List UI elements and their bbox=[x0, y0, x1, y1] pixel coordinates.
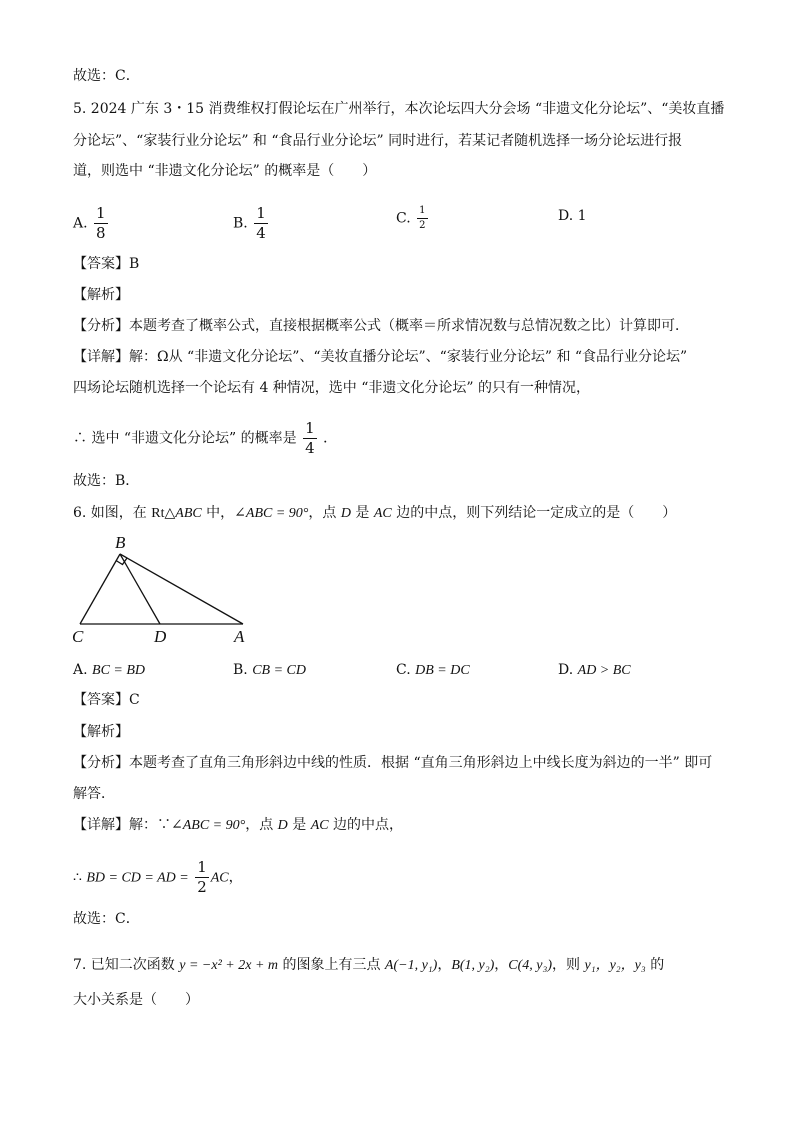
q6-analysis-line1: 【分析】本题考查了直角三角形斜边中线的性质．根据 “直角三角形斜边上中线长度为斜边的一半” 即可 bbox=[73, 755, 713, 771]
q5-detail-line3: ∴ 选中 “非遗文化分论坛” 的概率是 $\frac{1}{4}$ ． bbox=[73, 419, 338, 457]
q6-option-b: B. CB = CD bbox=[233, 662, 306, 678]
segment-ba bbox=[120, 554, 243, 624]
q5-option-c-fraction: $\frac{1}{2}$ bbox=[419, 205, 426, 231]
q6-detail-fraction: $\frac{1}{2}$ bbox=[197, 858, 207, 896]
label-a: A bbox=[234, 627, 245, 646]
segment-bc bbox=[80, 554, 120, 624]
q6-option-a: A. BC = BD bbox=[73, 662, 146, 678]
q6-jiexi-heading: 【解析】 bbox=[73, 724, 129, 740]
q5-jiexi-heading: 【解析】 bbox=[73, 287, 129, 303]
q6-detail-line2: ∴ BD = CD = AD = $\frac{1}{2}$ AC， bbox=[73, 858, 243, 896]
q5-option-d: D. 1 bbox=[558, 208, 587, 224]
q6-option-c: C. DB = DC bbox=[396, 662, 470, 678]
q5-option-a: A. $\frac{1}{8}$ bbox=[73, 204, 106, 242]
q5-detail-line1: 【详解】解：Ω从 “非遗文化分论坛”、“美妆直播分论坛”、“家装行业分论坛” 和 “食品行业分论坛” bbox=[73, 349, 688, 365]
q6-stem: 6. 如图，在 Rt△ABC 中，∠ABC = 90°，点 D 是 AC 边的中点，则下列结论一定成立的是（ ） bbox=[73, 505, 677, 521]
q5-option-b: B. $\frac{1}{4}$ bbox=[233, 204, 266, 242]
q5-option-b-fraction: $\frac{1}{4}$ bbox=[256, 204, 266, 242]
q6-detail-line1: 【详解】解：∵∠ABC = 90°，点 D 是 AC 边的中点， bbox=[73, 817, 404, 833]
label-d: D bbox=[154, 627, 167, 646]
q7-stem-line1: 7. 已知二次函数 y = −x² + 2x + m 的图象上有三点 A(−1, y₁)，B(1, y₂)，C(4, y₃)，则 y₁，y₂，y₃ 的 bbox=[73, 957, 665, 973]
previous-answer-conclusion: 故选：C． bbox=[73, 68, 140, 84]
q5-stem-line2: 分论坛”、“家装行业分论坛” 和 “食品行业分论坛” 同时进行，若某记者随机选择一场分论坛进行报 bbox=[73, 133, 683, 149]
q7-stem-line2: 大小关系是（ ） bbox=[73, 992, 199, 1008]
q6-conclusion: 故选：C． bbox=[73, 911, 140, 927]
q5-stem-line1: 5. 2024 广东 3・15 消费维权打假论坛在广州举行，本次论坛四大分会场 “非遗文化分论坛”、“美妆直播 bbox=[73, 101, 725, 117]
q6-answer: 【答案】C bbox=[73, 692, 140, 708]
triangle-figure bbox=[70, 530, 260, 648]
q6-option-d: D. AD > BC bbox=[558, 662, 631, 678]
q6-analysis-line2: 解答． bbox=[73, 786, 115, 802]
q5-option-c: C. $\frac{1}{2}$ bbox=[396, 205, 426, 231]
q5-detail-fraction: $\frac{1}{4}$ bbox=[305, 419, 315, 457]
q5-analysis: 【分析】本题考查了概率公式，直接根据概率公式（概率＝所求情况数与总情况数之比）计算即可． bbox=[73, 318, 689, 334]
q5-conclusion: 故选：B． bbox=[73, 473, 140, 489]
label-b: B bbox=[115, 533, 126, 552]
q5-detail-line2: 四场论坛随机选择一个论坛有 4 种情况，选中 “非遗文化分论坛” 的只有一种情况， bbox=[73, 380, 591, 396]
q5-answer: 【答案】B bbox=[73, 256, 140, 272]
segment-bd bbox=[120, 554, 160, 624]
q5-stem-line3: 道，则选中 “非遗文化分论坛” 的概率是（ ） bbox=[73, 163, 377, 179]
q5-option-a-fraction: $\frac{1}{8}$ bbox=[96, 204, 106, 242]
label-c: C bbox=[72, 627, 84, 646]
